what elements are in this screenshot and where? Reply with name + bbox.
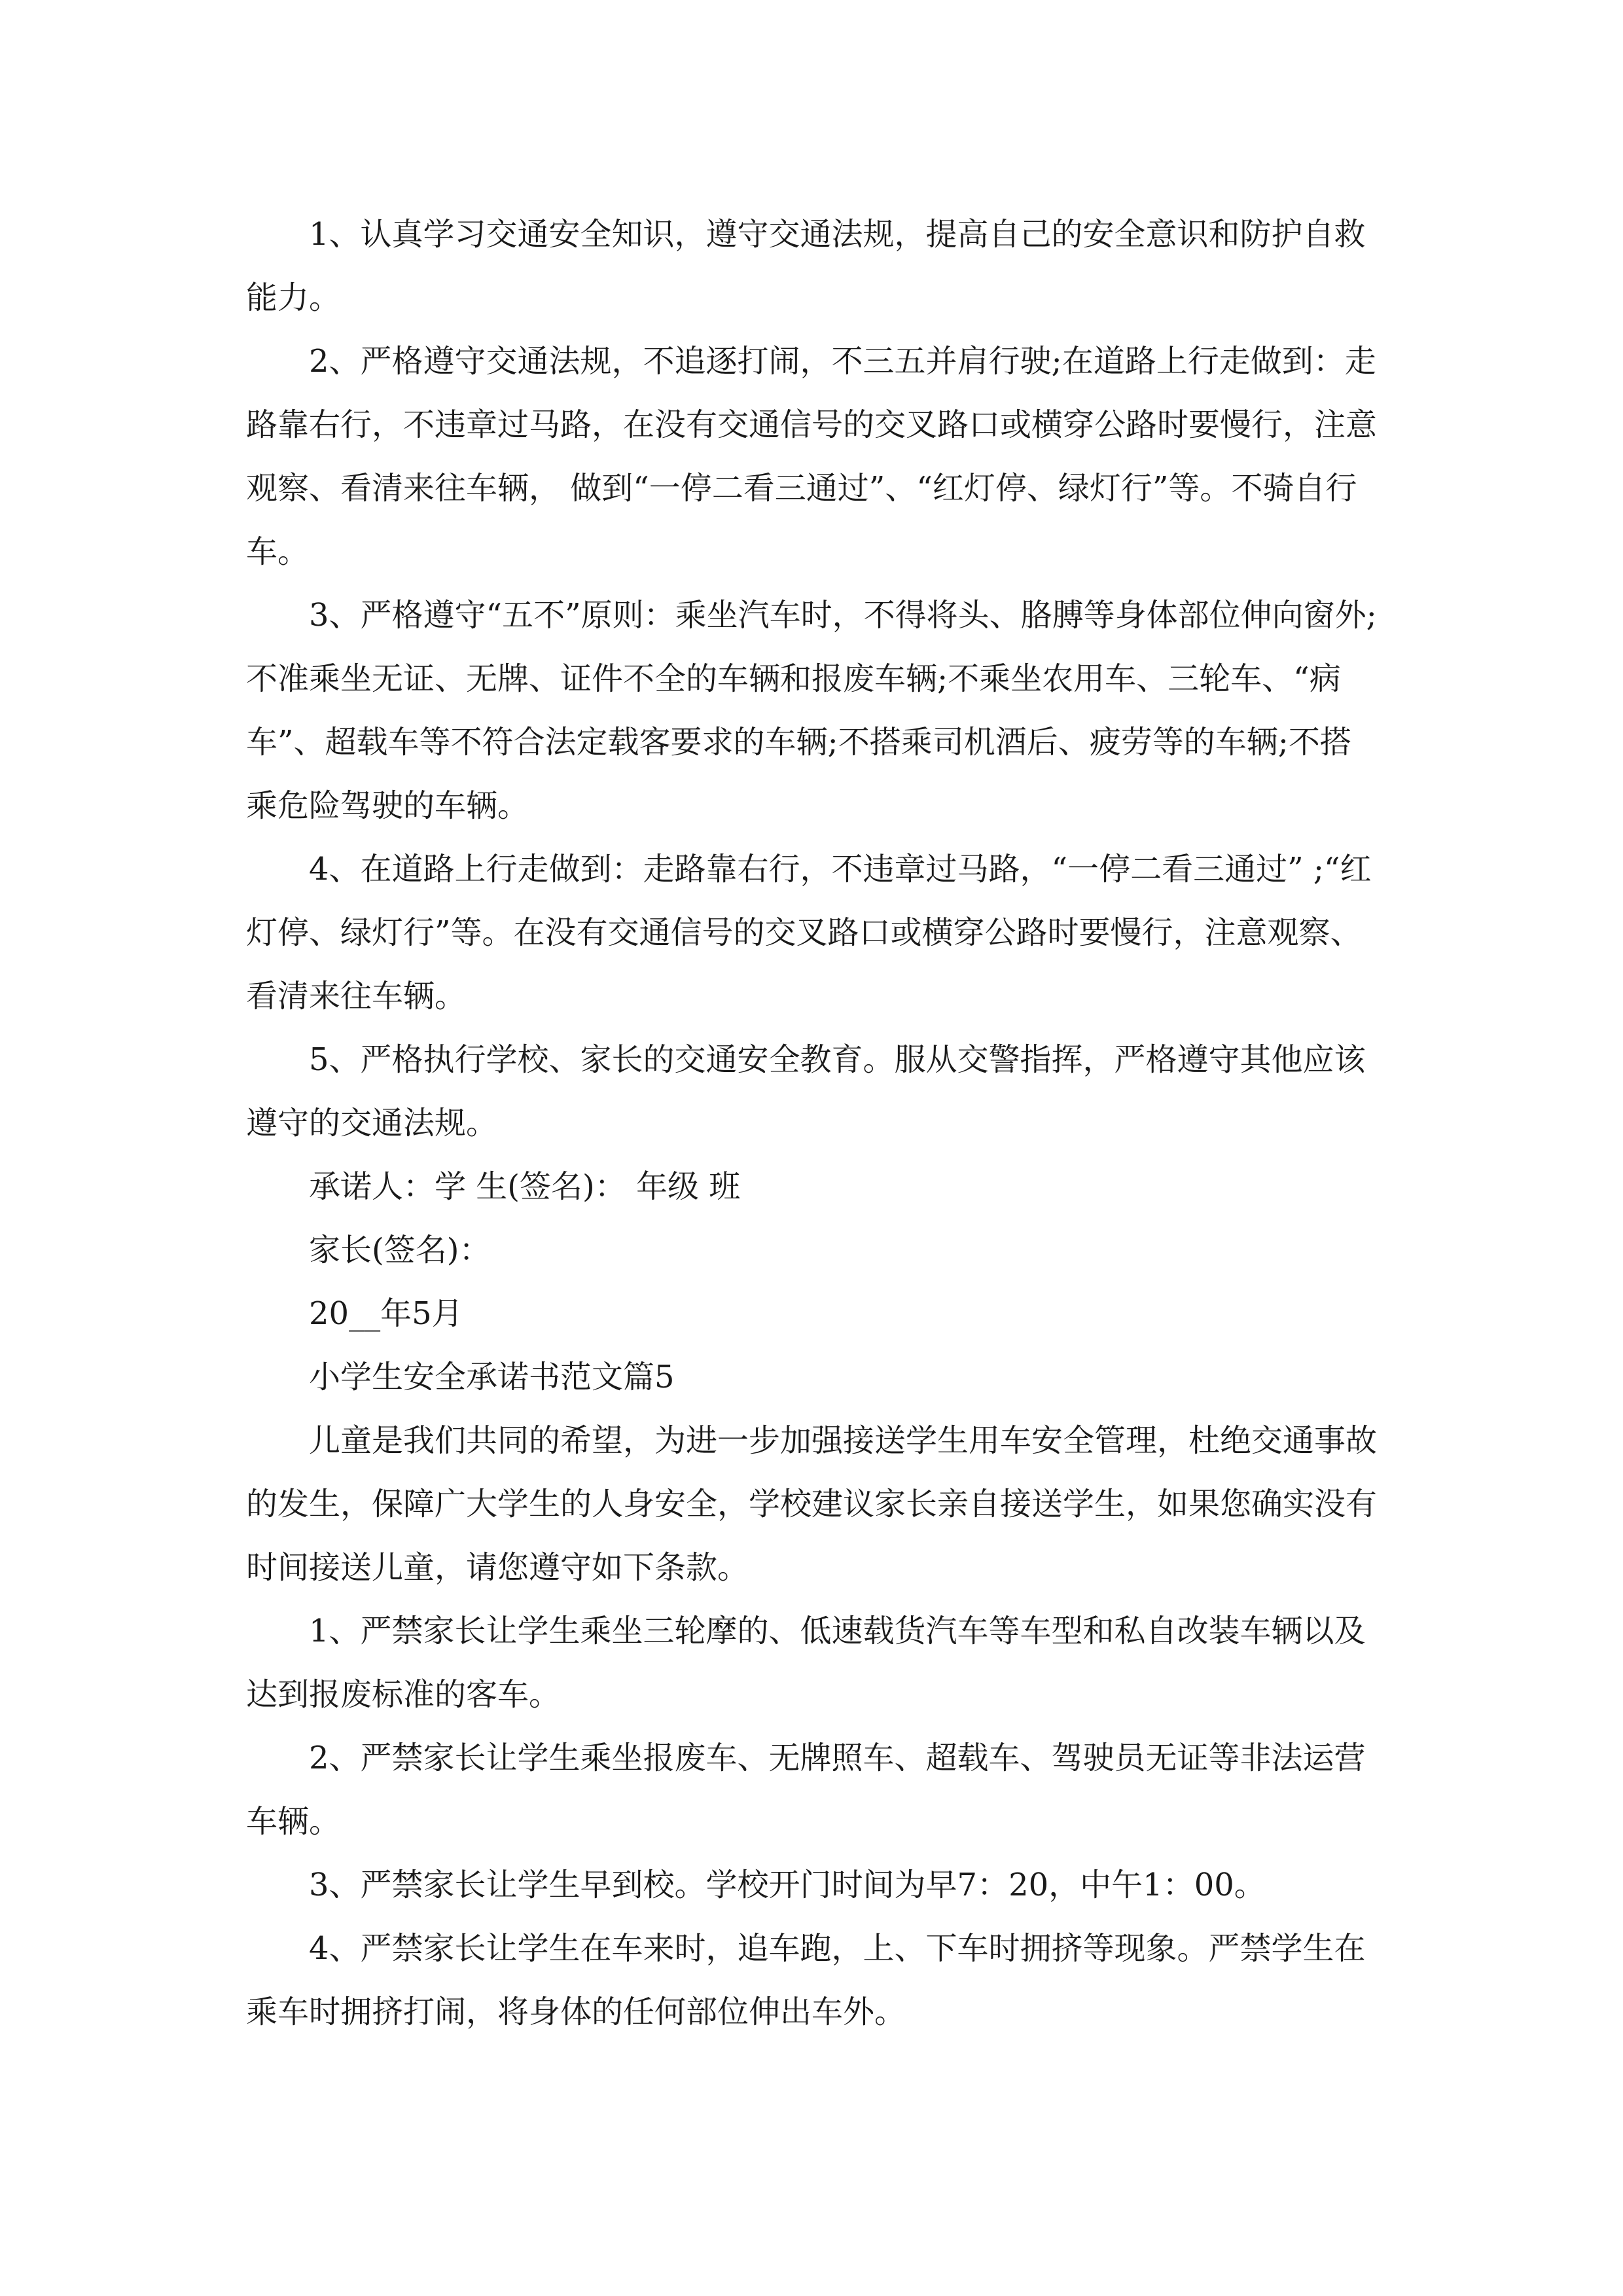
paragraph-clause-2: 2、严禁家长让学生乘坐报废车、无牌照车、超载车、驾驶员无证等非法运营车辆。 — [246, 1740, 1366, 1840]
signature-parent-line: 家长(签名)： — [309, 1232, 491, 1268]
section-heading: 小学生安全承诺书范文篇5 — [309, 1359, 675, 1395]
paragraph-rule-1: 1、认真学习交通安全知识，遵守交通法规，提高自己的安全意识和防护自救能力。 — [246, 216, 1366, 316]
paragraph-clause-3: 3、严禁家长让学生早到校。学校开门时间为早7：20，中午1：00。 — [309, 1867, 1266, 1903]
document-body — [246, 203, 1378, 2044]
paragraph-rule-4: 4、在道路上行走做到：走路靠右行，不违章过马路，“一停二看三通过” ;“红灯停、绿灯行”等。在没有交通信号的交叉路口或横穿公路时要慢行，注意观察、看清来往车辆。 — [246, 851, 1372, 1014]
paragraph-rule-2: 2、严格遵守交通法规，不追逐打闹，不三五并肩行驶;在道路上行走做到：走路靠右行，不违章过马路，在没有交通信号的交叉路口或横穿公路时要慢行，注意观察、看清来往车辆， 做到“一停二看三通过”、“红灯停、绿灯行”等。不骑自行车。 — [246, 343, 1378, 570]
paragraph-clause-4: 4、严禁家长让学生在车来时，追车跑，上、下车时拥挤等现象。严禁学生在乘车时拥挤打闹，将身体的任何部位伸出车外。 — [246, 1930, 1366, 2030]
paragraph-rule-3: 3、严格遵守“五不”原则：乘坐汽车时，不得将头、胳膊等身体部位伸向窗外;不准乘坐无证、无牌、证件不全的车辆和报废车辆;不乘坐农用车、三轮车、“病车”、超载车等不符合法定载客要求的车辆;不搭乘司机酒后、疲劳等的车辆;不搭乘危险驾驶的车辆。 — [246, 597, 1377, 824]
signature-student-line: 承诺人：学 生(签名)： 年级 班 — [309, 1168, 741, 1205]
paragraph-intro: 儿童是我们共同的希望，为进一步加强接送学生用车安全管理，杜绝交通事故的发生，保障广大学生的人身安全，学校建议家长亲自接送学生，如果您确实没有时间接送儿童，请您遵守如下条款。 — [246, 1422, 1378, 1586]
paragraph-clause-1: 1、严禁家长让学生乘坐三轮摩的、低速载货汽车等车型和私自改装车辆以及达到报废标准的客车。 — [246, 1613, 1366, 1713]
paragraph-rule-5: 5、严格执行学校、家长的交通安全教育。服从交警指挥，严格遵守其他应该遵守的交通法规。 — [246, 1041, 1366, 1141]
date-line: 20__年5月 — [309, 1295, 463, 1332]
